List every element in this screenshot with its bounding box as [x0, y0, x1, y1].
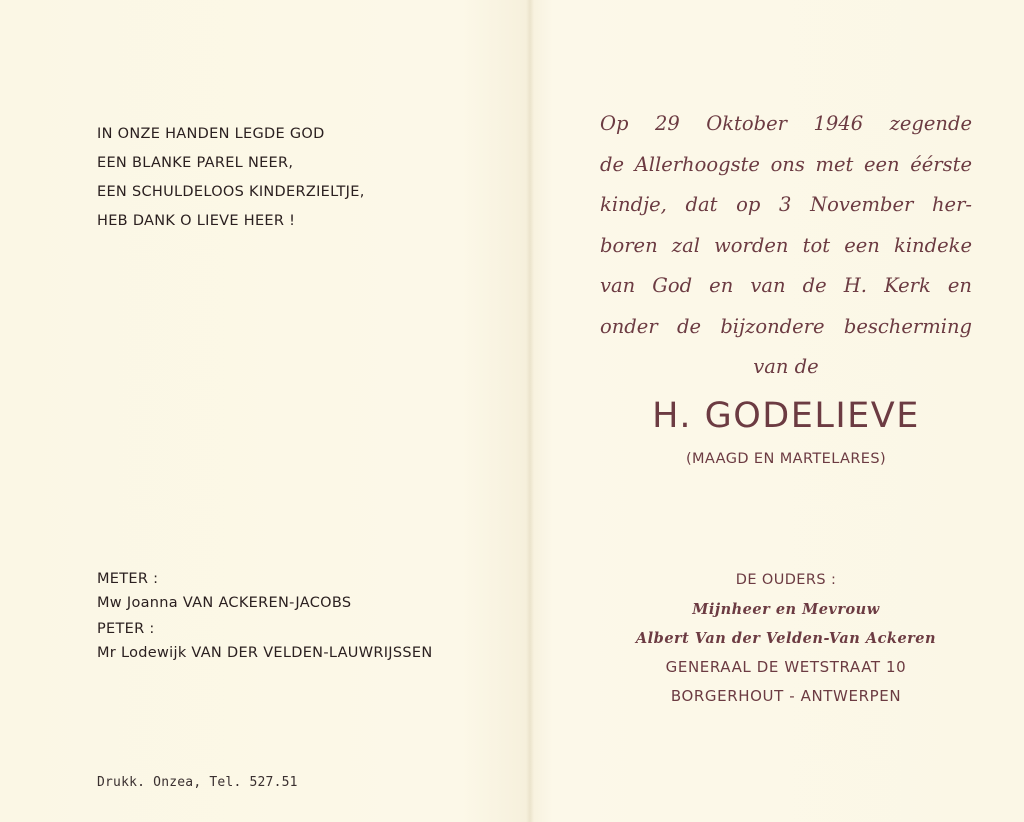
announcement-line-6: onder de bijzondere bescherming	[600, 314, 972, 338]
poem-verse	[97, 120, 365, 236]
peter-label: PETER :	[97, 621, 155, 637]
announcement-line-2: de Allerhoogste ons met een éérste	[600, 152, 972, 176]
announcement-line-1: Op 29 Oktober 1946 zegende	[600, 112, 972, 135]
meter-name: Mw Joanna VAN ACKEREN-JACOBS	[97, 595, 352, 611]
godparents-block	[97, 568, 433, 668]
parents-block	[600, 567, 972, 711]
announcement-line-5: van God en van de H. Kerk en	[600, 274, 972, 297]
poem-line-2: EEN BLANKE PAREL NEER,	[97, 155, 294, 171]
saint-subtitle: (MAAGD EN MARTELARES)	[685, 451, 887, 467]
saint-name: H. GODELIEVE	[652, 396, 920, 436]
poem-line-4: HEB DANK O LIEVE HEER !	[97, 213, 296, 229]
peter-name: Mr Lodewijk VAN DER VELDEN-LAUWRIJSSEN	[97, 645, 433, 661]
parents-names: Albert Van der Velden-Van Ackeren	[635, 630, 937, 647]
parents-label: DE OUDERS :	[735, 572, 837, 588]
parents-city: BORGERHOUT - ANTWERPEN	[670, 687, 902, 705]
poem-line-1: IN ONZE HANDEN LEGDE GOD	[97, 126, 325, 142]
announcement-line-4: boren zal worden tot een kindeke	[600, 233, 972, 257]
parents-title: Mijnheer en Mevrouw	[692, 601, 880, 618]
parents-street: GENERAAL DE WETSTRAAT 10	[665, 658, 907, 676]
printer-credit: Drukk. Onzea, Tel. 527.51	[97, 775, 298, 790]
announcement-line-7: van de	[753, 355, 819, 378]
announcement-line-3: kindje, dat op 3 November her-	[600, 193, 972, 216]
poem-line-3: EEN SCHULDELOOS KINDERZIELTJE,	[97, 184, 365, 200]
card-fold	[526, 0, 534, 822]
baptism-announcement	[600, 104, 972, 388]
meter-label: METER :	[97, 571, 159, 587]
